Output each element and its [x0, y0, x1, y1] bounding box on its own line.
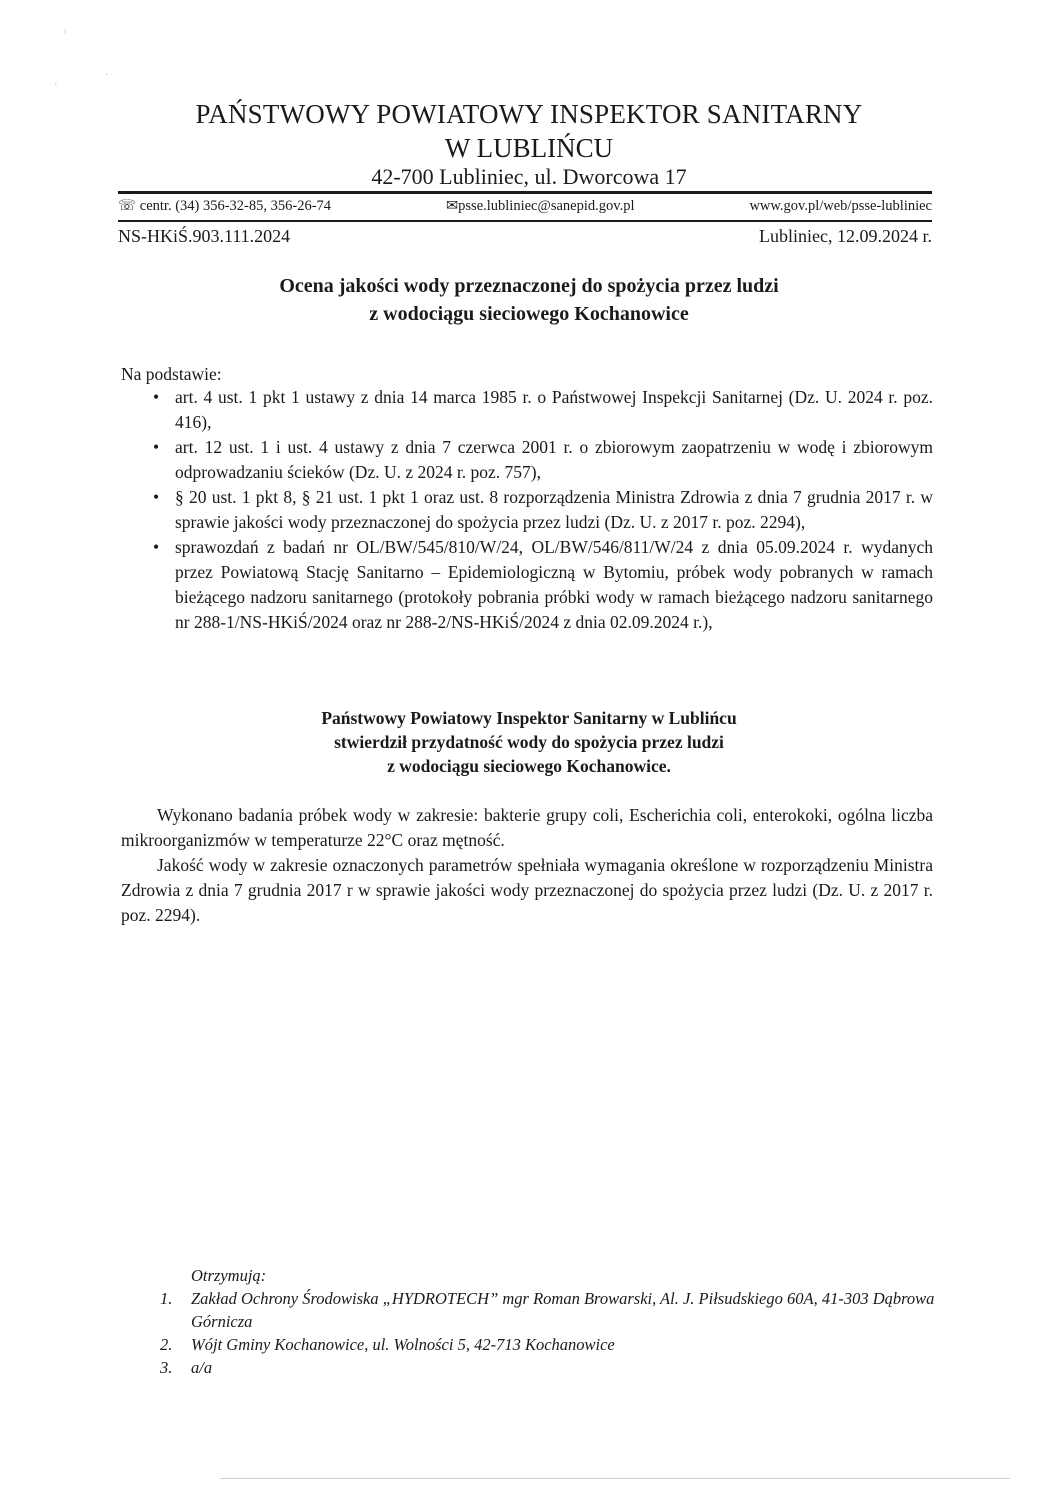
scan-speck: ᶠ — [64, 28, 67, 39]
institution-name: PAŃSTWOWY POWIATOWY INSPEKTOR SANITARNY — [195, 99, 863, 129]
email-contact[interactable] — [446, 196, 634, 216]
decision-line-1: Państwowy Powiatowy Inspektor Sanitarny w Lublińcu — [321, 708, 737, 728]
list-item: • art. 12 ust. 1 i ust. 4 ustawy z dnia 7 czerwca 2001 r. o zbiorowym zaopatrzeniu w wodę i zbiorowym odprowadzaniu ścieków (Dz. U. z 2024 r. poz. 757), — [153, 437, 933, 482]
bullet-icon: • — [153, 387, 160, 407]
list-item: 1. Zakład Ochrony Środowiska „HYDROTECH” mgr Roman Browarski, Al. J. Piłsudskiego 60A, 41-303 Dąbrowa Górnicza — [160, 1289, 935, 1331]
reference-line — [118, 223, 932, 249]
title-line-2: z wodociągu sieciowego Kochanowice — [369, 303, 689, 325]
phone-contact — [118, 196, 331, 216]
place-and-date: Lubliniec, 12.09.2024 r. — [759, 226, 932, 246]
tests-paragraph: Wykonano badania próbek wody w zakresie: bakterie grupy coli, Escherichia coli, enterokoki, ogólna liczba mikroorganizmów w temperaturze 22°C oraz mętność. — [121, 805, 933, 850]
decision-line-2: stwierdził przydatność wody do spożycia przez ludzi — [334, 732, 724, 752]
email-address[interactable]: psse.lubliniec@sanepid.gov.pl — [458, 198, 635, 214]
recipients-label: Otrzymują: — [191, 1266, 267, 1285]
document-title — [0, 272, 1058, 328]
list-item: 3. a/a — [160, 1358, 213, 1377]
contact-row — [118, 196, 932, 216]
bullet-icon: • — [153, 487, 160, 507]
legal-basis-list — [121, 385, 933, 635]
list-item: • § 20 ust. 1 pkt 8, § 21 ust. 1 pkt 1 oraz ust. 8 rozporządzenia Ministra Zdrowia z dnia 7 grudnia 2017 r. w sprawie jakości wody przeznaczonej do spożycia przez ludzi (Dz. U. z 2017 r. poz. 2294), — [153, 487, 933, 532]
website-link[interactable]: www.gov.pl/web/psse-lubliniec — [749, 198, 932, 214]
title-line-1: Ocena jakości wody przeznaczonej do spożycia przez ludzi — [279, 275, 779, 297]
institution-address: 42-700 Lubliniec, ul. Dworcowa 17 — [371, 164, 687, 189]
header-divider-bottom — [118, 220, 932, 222]
phone-icon: ☏ — [118, 198, 137, 214]
scan-speck: ʳ — [55, 80, 58, 91]
decision-statement — [0, 706, 1058, 778]
bullet-icon: • — [153, 537, 160, 557]
list-item: • art. 4 ust. 1 pkt 1 ustawy z dnia 14 marca 1985 r. o Państwowej Inspekcji Sanitarnej (Dz. U. 2024 r. poz. 416), — [153, 387, 933, 432]
list-item: 2. Wójt Gminy Kochanowice, ul. Wolności 5, 42-713 Kochanowice — [160, 1335, 615, 1354]
recipients-block — [160, 1264, 950, 1379]
recipients-list — [160, 1287, 950, 1379]
scan-artifact-line — [220, 1478, 1010, 1479]
institution-city: W LUBLIŃCU — [444, 133, 614, 163]
header-divider-top — [118, 191, 932, 194]
bullet-icon: • — [153, 437, 160, 457]
quality-paragraph: Jakość wody w zakresie oznaczonych parametrów spełniała wymagania określone w rozporządzeniu Ministra Zdrowia z dnia 7 grudnia 2017 r w sprawie jakości wody przeznaczonej do spożycia przez ludzi (Dz. U. z 2017 r. poz. 2294). — [121, 855, 933, 925]
email-icon: ✉ — [446, 198, 459, 214]
decision-line-3: z wodociągu sieciowego Kochanowice. — [387, 756, 671, 776]
list-item: • sprawozdań z badań nr OL/BW/545/810/W/24, OL/BW/546/811/W/24 z dnia 05.09.2024 r. wydanych przez Powiatową Stację Sanitarno – Epidemiologiczną w Bytomiu, próbek wody pobranych w ramach bieżącego nadzoru sanitarnego (protokoły pobrania próbki wody w ramach bieżącego nadzoru sanitarnego nr 288-1/NS-HKiŚ/2024 oraz nr 288-2/NS-HKiŚ/2024 z dnia 02.09.2024 r.), — [153, 537, 933, 632]
scan-speck: · — [105, 70, 109, 81]
phone-number: centr. (34) 356-32-85, 356-26-74 — [139, 198, 332, 214]
case-number: NS-HKiŚ.903.111.2024 — [118, 226, 291, 246]
basis-intro: Na podstawie: — [121, 364, 222, 384]
